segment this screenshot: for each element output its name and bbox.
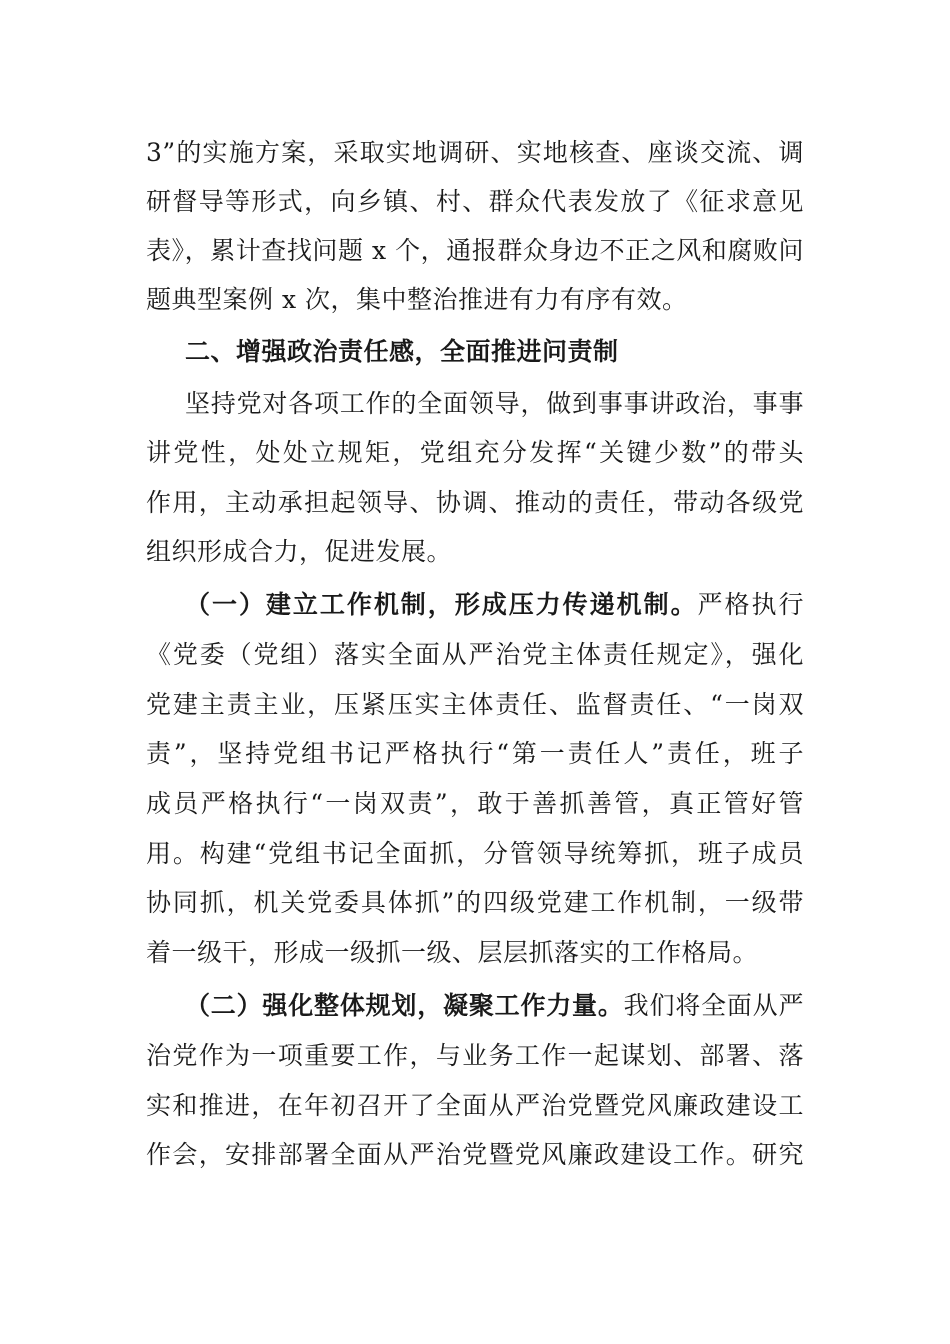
text-line: 《党委（党组）落实全面从严治党主体责任规定》，强化	[146, 640, 804, 669]
text-line: 治党作为一项重要工作，与业务工作一起谋划、部署、落	[146, 1041, 804, 1070]
text-line: 坚持党对各项工作的全面领导，做到事事讲政治，事事	[185, 389, 804, 418]
subsection-line	[185, 580, 804, 630]
subsection-heading: （二）强化整体规划，凝聚工作力量。	[185, 991, 624, 1020]
subsection-line	[185, 981, 804, 1031]
text-line: 作会，安排部署全面从严治党暨党风廉政建设工作。研究	[146, 1140, 804, 1169]
text-line: 表》，累计查找问题 x 个，通报群众身边不正之风和腐败问	[146, 236, 804, 265]
text-line: 作用，主动承担起领导、协调、推动的责任，带动各级党	[146, 488, 804, 517]
section-heading: 二、增强政治责任感，全面推进问责制	[185, 337, 619, 366]
text-line: 责”，坚持党组书记严格执行“第一责任人”责任，班子	[146, 739, 804, 768]
text-line: 着一级干，形成一级抓一级、层层抓落实的工作格局。	[146, 938, 759, 967]
text-line: 组织形成合力，促进发展。	[146, 537, 453, 566]
text-line: 成员严格执行“一岗双责”，敢于善抓善管，真正管好管	[146, 789, 804, 818]
text-line: 题典型案例 x 次，集中整治推进有力有序有效。	[146, 285, 688, 314]
text-line: 用。构建“党组书记全面抓，分管领导统筹抓，班子成员	[146, 839, 804, 868]
text-span: 严格执行	[697, 590, 804, 619]
text-span: 我们将全面从严	[623, 991, 804, 1020]
text-line: 协同抓，机关党委具体抓”的四级党建工作机制，一级带	[146, 888, 804, 917]
subsection-heading: （一）建立工作机制，形成压力传递机制。	[185, 590, 698, 619]
text-line: 党建主责主业，压紧压实主体责任、监督责任、“一岗双	[146, 690, 804, 719]
text-line: 实和推进，在年初召开了全面从严治党暨党风廉政建设工	[146, 1091, 804, 1120]
text-line: 研督导等形式，向乡镇、村、群众代表发放了《征求意见	[146, 187, 804, 216]
text-line: 3”的实施方案，采取实地调研、实地核查、座谈交流、调	[146, 138, 804, 167]
text-line: 讲党性，处处立规矩，党组充分发挥“关键少数”的带头	[146, 438, 804, 467]
